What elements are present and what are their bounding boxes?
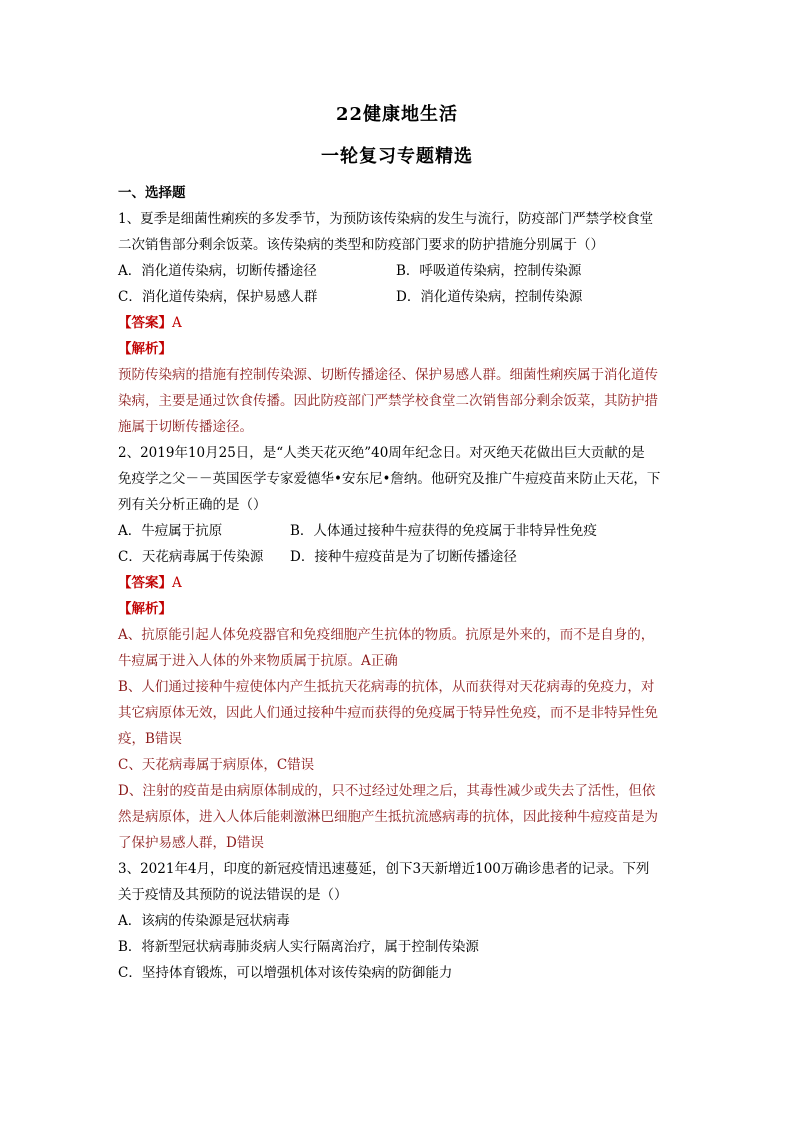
- q1-answer: [118, 310, 684, 336]
- question-2: [118, 440, 684, 856]
- q1-options-row: [118, 258, 684, 284]
- q2-analysis-b: B、人们通过接种牛痘使体内产生抵抗天花病毒的抗体，从而获得对天花病毒的免疫力，对: [118, 679, 655, 695]
- q3-stem-line: 3、2021年4月，印度的新冠疫情迅速蔓延，创下3天新增近100万确诊患者的记录。下列: [118, 861, 650, 877]
- q2-answer: [118, 570, 684, 596]
- q2-stem-line: 免疫学之父－－英国医学专家爱德华•安东尼•詹纳。他研究及推广牛痘疫苗来防止天花，下: [118, 471, 661, 487]
- answer-value: A: [172, 575, 182, 591]
- q1-option-c: C．消化道传染病，保护易感人群: [118, 289, 318, 305]
- q1-options-row: [118, 284, 684, 310]
- section-heading: 一、选择题: [118, 185, 186, 201]
- q1-analysis-label: 【解析】: [118, 341, 172, 357]
- q2-option-c: C．天花病毒属于传染源: [118, 549, 264, 565]
- q2-analysis-a: A、抗原能引起人体免疫器官和免疫细胞产生抗体的物质。抗原是外来的，而不是自身的，: [118, 627, 655, 643]
- answer-value: A: [172, 315, 182, 331]
- q2-options-row: [118, 544, 684, 570]
- answer-label: 【答案】: [118, 575, 172, 591]
- q2-stem-line: 2、2019年10月25日，是“人类天花灭绝”40周年纪念日。对灭绝天花做出巨大贡献的是: [118, 445, 645, 461]
- q2-option-a: A．牛痘属于抗原: [118, 523, 223, 539]
- q1-analysis-line: 染病，主要是通过饮食传播。因此防疫部门严禁学校食堂二次销售部分剩余饭菜，其防护措: [118, 393, 658, 409]
- q1-option-b: B．呼吸道传染病，控制传染源: [396, 263, 582, 279]
- q2-option-b: B．人体通过接种牛痘获得的免疫属于非特异性免疫: [290, 523, 597, 539]
- document-subtitle: 一轮复习专题精选: [321, 146, 473, 167]
- q2-analysis-d: D、注射的疫苗是由病原体制成的，只不过经过处理之后，其毒性减少或失去了活性，但依: [118, 783, 656, 799]
- q2-analysis-b: 疫，B错误: [118, 731, 182, 747]
- q2-options-row: [118, 518, 684, 544]
- q1-analysis-line: 施属于切断传播途径。: [118, 419, 253, 435]
- q2-stem-line: 列有关分析正确的是（）: [118, 497, 267, 513]
- q2-analysis-d: 然是病原体，进入人体后能刺激淋巴细胞产生抵抗流感病毒的抗体，因此接种牛痘疫苗是为: [118, 809, 658, 825]
- q3-option-c: C．坚持体育锻炼，可以增强机体对该传染病的防御能力: [118, 965, 453, 981]
- q2-analysis-b: 其它病原体无效，因此人们通过接种牛痘而获得的免疫属于特异性免疫，而不是非特异性免: [118, 705, 658, 721]
- q2-analysis-label: 【解析】: [118, 601, 172, 617]
- q2-analysis-c: C、天花病毒属于病原体，C错误: [118, 757, 315, 773]
- q3-option-b: B．将新型冠状病毒肺炎病人实行隔离治疗，属于控制传染源: [118, 939, 479, 955]
- q2-analysis-d: 了保护易感人群，D错误: [118, 835, 264, 851]
- q1-option-a: A．消化道传染病，切断传播途径: [118, 263, 317, 279]
- q3-stem-line: 关于疫情及其预防的说法错误的是（）: [118, 887, 348, 903]
- q2-analysis-a: 牛痘属于进入人体的外来物质属于抗原。A正确: [118, 653, 398, 669]
- q1-stem-line: 1、夏季是细菌性痢疾的多发季节，为预防该传染病的发生与流行，防疫部门严禁学校食堂: [118, 211, 654, 227]
- document-body: [118, 180, 684, 986]
- q1-option-d: D．消化道传染病，控制传染源: [396, 289, 583, 305]
- q1-stem-line: 二次销售部分剩余饭菜。该传染病的类型和防疫部门要求的防护措施分别属于（）: [118, 237, 604, 253]
- document-title: 22健康地生活: [335, 104, 459, 125]
- q1-analysis-line: 预防传染病的措施有控制传染源、切断传播途径、保护易感人群。细菌性痢疾属于消化道传: [118, 367, 658, 383]
- q3-option-a: A．该病的传染源是冠状病毒: [118, 913, 290, 929]
- question-1: [118, 206, 684, 440]
- answer-label: 【答案】: [118, 315, 172, 331]
- q2-option-d: D．接种牛痘疫苗是为了切断传播途径: [290, 549, 517, 565]
- question-3: [118, 856, 684, 986]
